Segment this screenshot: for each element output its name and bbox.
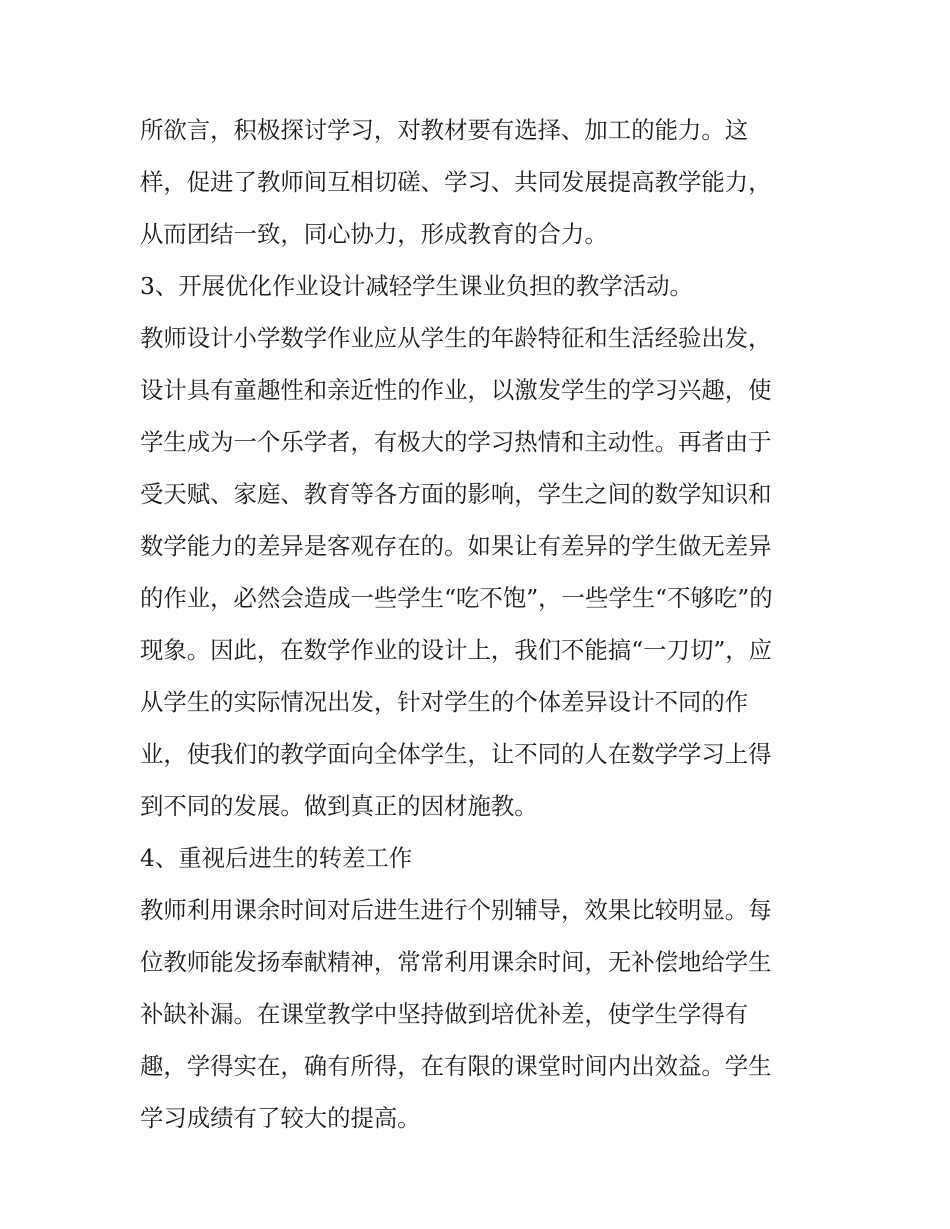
paragraph-line: 的作业，必然会造成一些学生“吃不饱”，一些学生“不够吃”的 <box>140 584 773 612</box>
paragraph-line: 学生成为一个乐学者，有极大的学习热情和主动性。再者由于 <box>140 428 772 456</box>
document-body <box>140 104 812 1144</box>
paragraph-line: 到不同的发展。做到真正的因材施教。 <box>140 792 538 820</box>
paragraph-line: 受天赋、家庭、教育等各方面的影响，学生之间的数学知识和 <box>140 480 772 508</box>
paragraph-line: 现象。因此，在数学作业的设计上，我们不能搞“一刀切”，应 <box>140 636 773 664</box>
paragraph-line: 学习成绩有了较大的提高。 <box>140 1104 421 1132</box>
paragraph-line: 教师利用课余时间对后进生进行个别辅导，效果比较明显。每 <box>140 896 772 924</box>
paragraph-line: 位教师能发扬奉献精神，常常利用课余时间，无补偿地给学生 <box>140 948 772 976</box>
section-heading-3: 3、开展优化作业设计减轻学生课业负担的教学活动。 <box>140 272 693 300</box>
paragraph-line: 所欲言，积极探讨学习，对教材要有选择、加工的能力。这 <box>140 116 749 144</box>
paragraph-line: 教师设计小学数学作业应从学生的年龄特征和生活经验出发， <box>140 324 772 352</box>
paragraph-line: 趣，学得实在，确有所得，在有限的课堂时间内出效益。学生 <box>140 1052 772 1080</box>
paragraph-line: 数学能力的差异是客观存在的。如果让有差异的学生做无差异 <box>140 532 772 560</box>
paragraph-line: 设计具有童趣性和亲近性的作业，以激发学生的学习兴趣，使 <box>140 376 772 404</box>
paragraph-line: 从而团结一致，同心协力，形成教育的合力。 <box>140 220 608 248</box>
section-heading-4: 4、重视后进生的转差工作 <box>140 844 413 872</box>
paragraph-line: 从学生的实际情况出发，针对学生的个体差异设计不同的作 <box>140 688 749 716</box>
paragraph-line: 补缺补漏。在课堂教学中坚持做到培优补差，使学生学得有 <box>140 1000 749 1028</box>
paragraph-line: 样，促进了教师间互相切磋、学习、共同发展提高教学能力， <box>140 168 772 196</box>
paragraph-line: 业，使我们的教学面向全体学生，让不同的人在数学学习上得 <box>140 740 772 768</box>
